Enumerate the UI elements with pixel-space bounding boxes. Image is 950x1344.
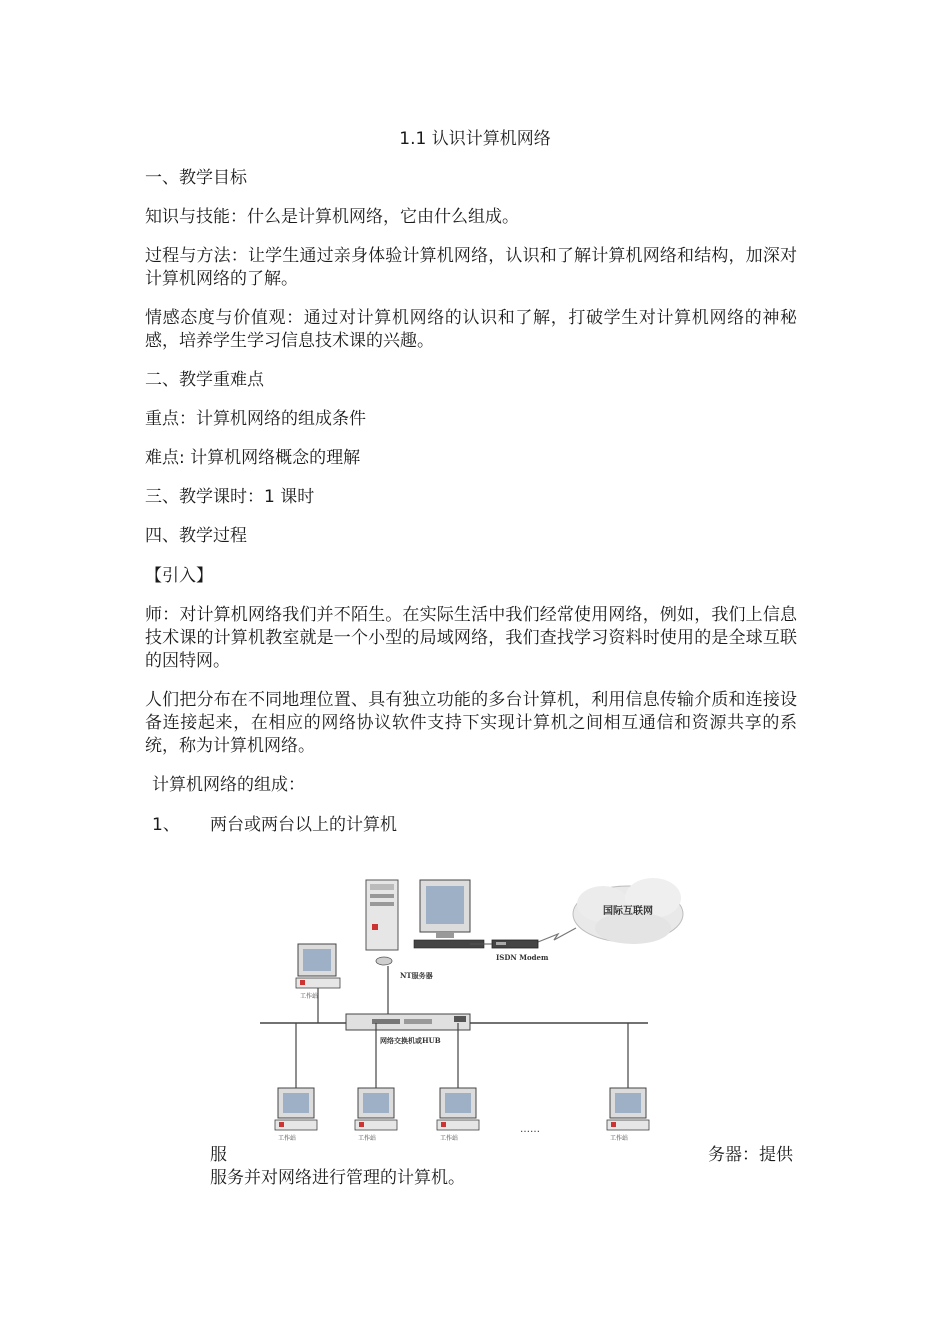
teaching-process-heading: 四、教学过程 [145,526,247,546]
switch-hub-icon [346,1014,470,1030]
knowledge-skill-text: 知识与技能：什么是计算机网络，它由什么组成。 [145,207,519,227]
objectives-heading: 一、教学目标 [145,168,247,188]
server-text-end: 务器：提供 [708,1145,793,1165]
class-hours-text: 三、教学课时：1 课时 [145,487,315,507]
workstation-2-icon [355,1088,397,1130]
key-difficult-heading: 二、教学重难点 [145,370,264,390]
list-item-1-text: 两台或两台以上的计算机 [210,815,397,835]
key-point-text: 重点：计算机网络的组成条件 [145,409,366,429]
server-text-start: 服 [210,1145,227,1165]
workstation-top-icon [296,944,340,988]
emotion-attitude-text: 情感态度与价值观：通过对计算机网络的认识和了解，打破学生对计算机网络的神秘感，培养学生学习信息技术课的兴趣。 [145,308,797,351]
more-workstations-ellipsis: …… [520,1124,540,1135]
workstation-2-label: 工作站 [358,1135,377,1142]
workstation-top-label: 工作站 [300,993,319,1000]
document-title: 1.1 认识计算机网络 [399,129,551,149]
composition-heading: 计算机网络的组成： [152,775,305,795]
workstation-3-label: 工作站 [440,1135,459,1142]
workstation-1-icon [275,1088,317,1130]
teacher-paragraph: 师：对计算机网络我们并不陌生。在实际生活中我们经常使用网络，例如，我们上信息技术课的计算机教室就是一个小型的局域网络，我们查找学习资料时使用的是全球互联的因特网。 [145,605,797,671]
switch-label: 网络交换机或HUB [380,1036,441,1045]
intro-heading: 【引入】 [145,566,213,586]
mouse-icon [376,957,392,965]
internet-label: 国际互联网 [603,906,653,917]
server-label: NT服务器 [400,971,433,980]
workstation-4-label: 工作站 [610,1135,629,1142]
server-tower-icon [366,880,398,950]
workstation-1-label: 工作站 [278,1135,297,1142]
server-text-continuation: 服务并对网络进行管理的计算机。 [210,1168,465,1188]
modem-icon [492,940,538,948]
workstation-4-icon [607,1088,649,1130]
definition-paragraph: 人们把分布在不同地理位置、具有独立功能的多台计算机，利用信息传输介质和连接设备连接起来，在相应的网络协议软件支持下实现计算机之间相互通信和资源共享的系统，称为计算机网络。 [145,690,797,756]
workstation-3-icon [437,1088,479,1130]
process-method-text: 过程与方法：让学生通过亲身体验计算机网络，认识和了解计算机网络和结构，加深对计算机网络的了解。 [145,246,797,289]
difficult-point-text: 难点: 计算机网络概念的理解 [145,448,361,468]
network-diagram [258,866,692,1146]
modem-label: ISDN Modem [496,953,549,962]
list-item-1-number: 1、 [152,815,180,835]
